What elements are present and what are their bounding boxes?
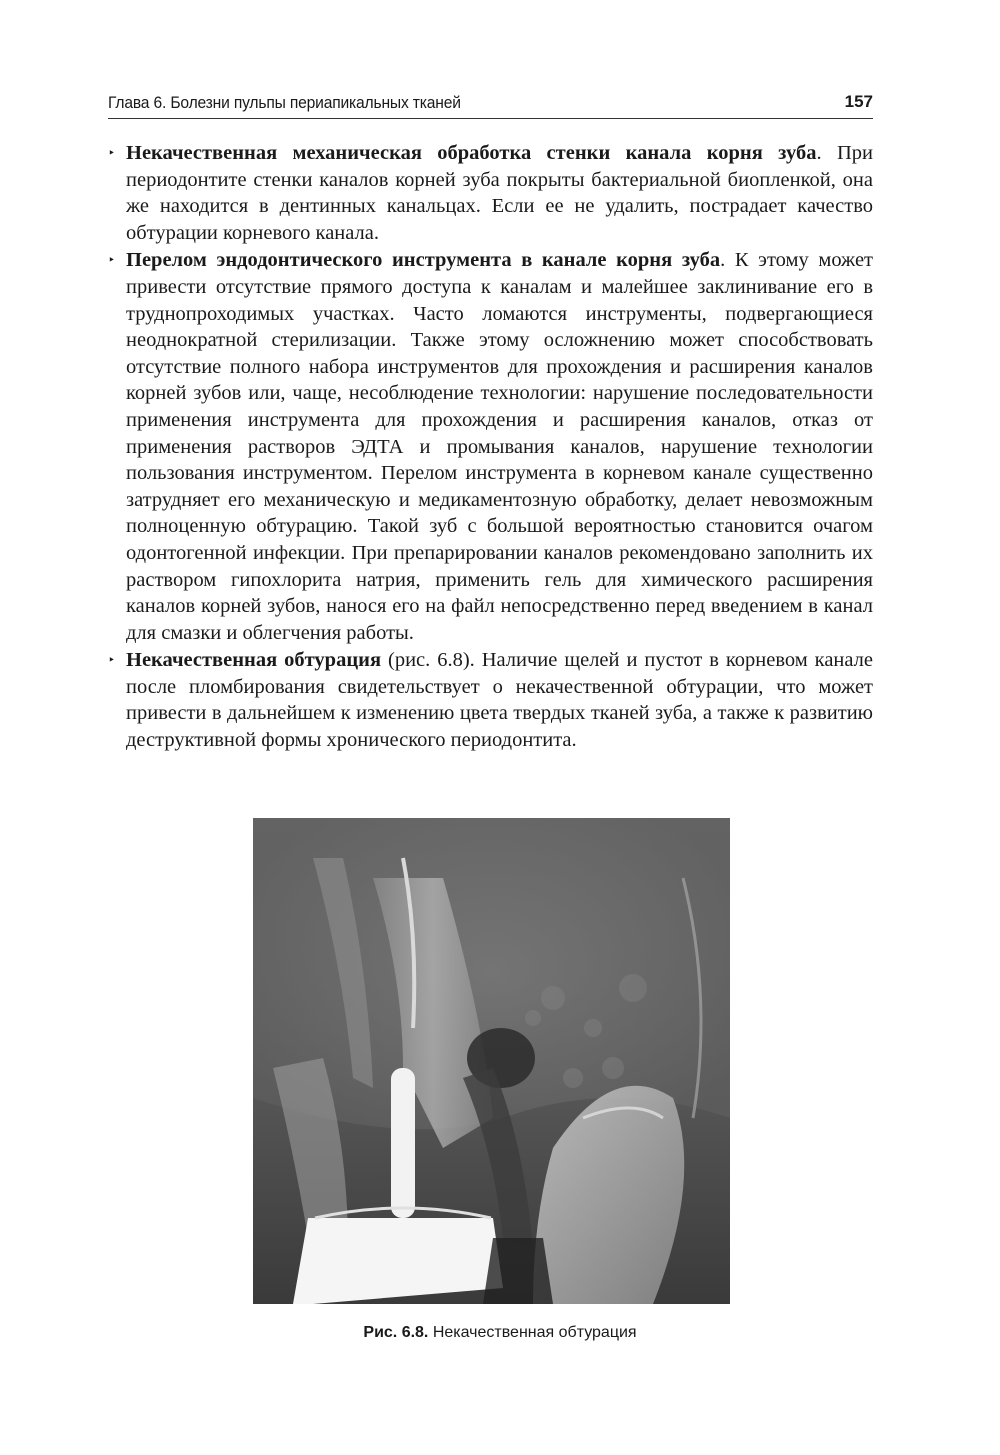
caption-label: Рис. 6.8.: [363, 1324, 429, 1341]
figure-caption: [0, 1324, 1000, 1342]
caption-text: Некачественная обтурация: [428, 1324, 637, 1341]
item-text: (рис. 6.8). Наличие щелей и пустот в корневом канале после пломбирования свидетельствует о некачественной обтурации, что может привести в дальнейшем к изменению цвета твердых тканей зуба, а также к развитию деструктивной формы хронического периодонтита.: [126, 649, 873, 752]
item-text: . При периодонтите стенки каналов корней зуба покрыты бактериальной биопленкой, она же находится в дентинных канальцах. Если ее не удалить, пострадает качество обтурации корневого канала.: [126, 142, 873, 244]
body-text: [108, 140, 873, 755]
item-heading: Некачественная механическая обработка стенки канала корня зуба: [126, 142, 817, 164]
list-item: [108, 647, 873, 753]
item-heading: Перелом эндодонтического инструмента в канале корня зуба: [126, 249, 721, 272]
list-item: [108, 140, 873, 246]
bullet-arrow-icon: ‣: [108, 146, 116, 160]
item-text: . К этому может привести отсутствие прямого доступа к каналам и малейшее заклинивание его в труднопроходимых участках. Часто ломаются инструменты, подвергающиеся неоднократной стерилизации. Также этому осложнению может способствовать отсутствие полного набора инструментов для прохождения и расширения каналов корней зубов или, чаще, несоблюдение технологии: нарушение последовательности применения инструмента для прохождения и расширения каналов, отказ от применения растворов ЭДТА и промывания каналов, нарушение технологии пользования инструментом. Перелом инструмента в корневом канале существенно затрудняет его механическую и медикаментозную обработку, делает невозможным полноценную обтурацию. Такой зуб с большой вероятностью становится очагом одонтогенной инфекции. При препарировании каналов рекомендовано заполнить их раствором гипохлорита натрия, применить гель для химического расширения каналов корней зубов, нанося его на файл непосредственно перед введением в канал для смазки и облегчения работы.: [126, 249, 874, 644]
running-head: [108, 92, 873, 119]
xray-image: [253, 818, 730, 1304]
list-item: [108, 247, 873, 646]
item-heading: Некачественная обтурация: [126, 649, 382, 672]
page-number: 157: [844, 92, 873, 111]
xray-figure: [253, 818, 730, 1304]
bullet-arrow-icon: ‣: [108, 253, 116, 268]
bullet-arrow-icon: ‣: [108, 653, 116, 668]
chapter-title: Глава 6. Болезни пульпы периапикальных тканей: [108, 93, 461, 112]
